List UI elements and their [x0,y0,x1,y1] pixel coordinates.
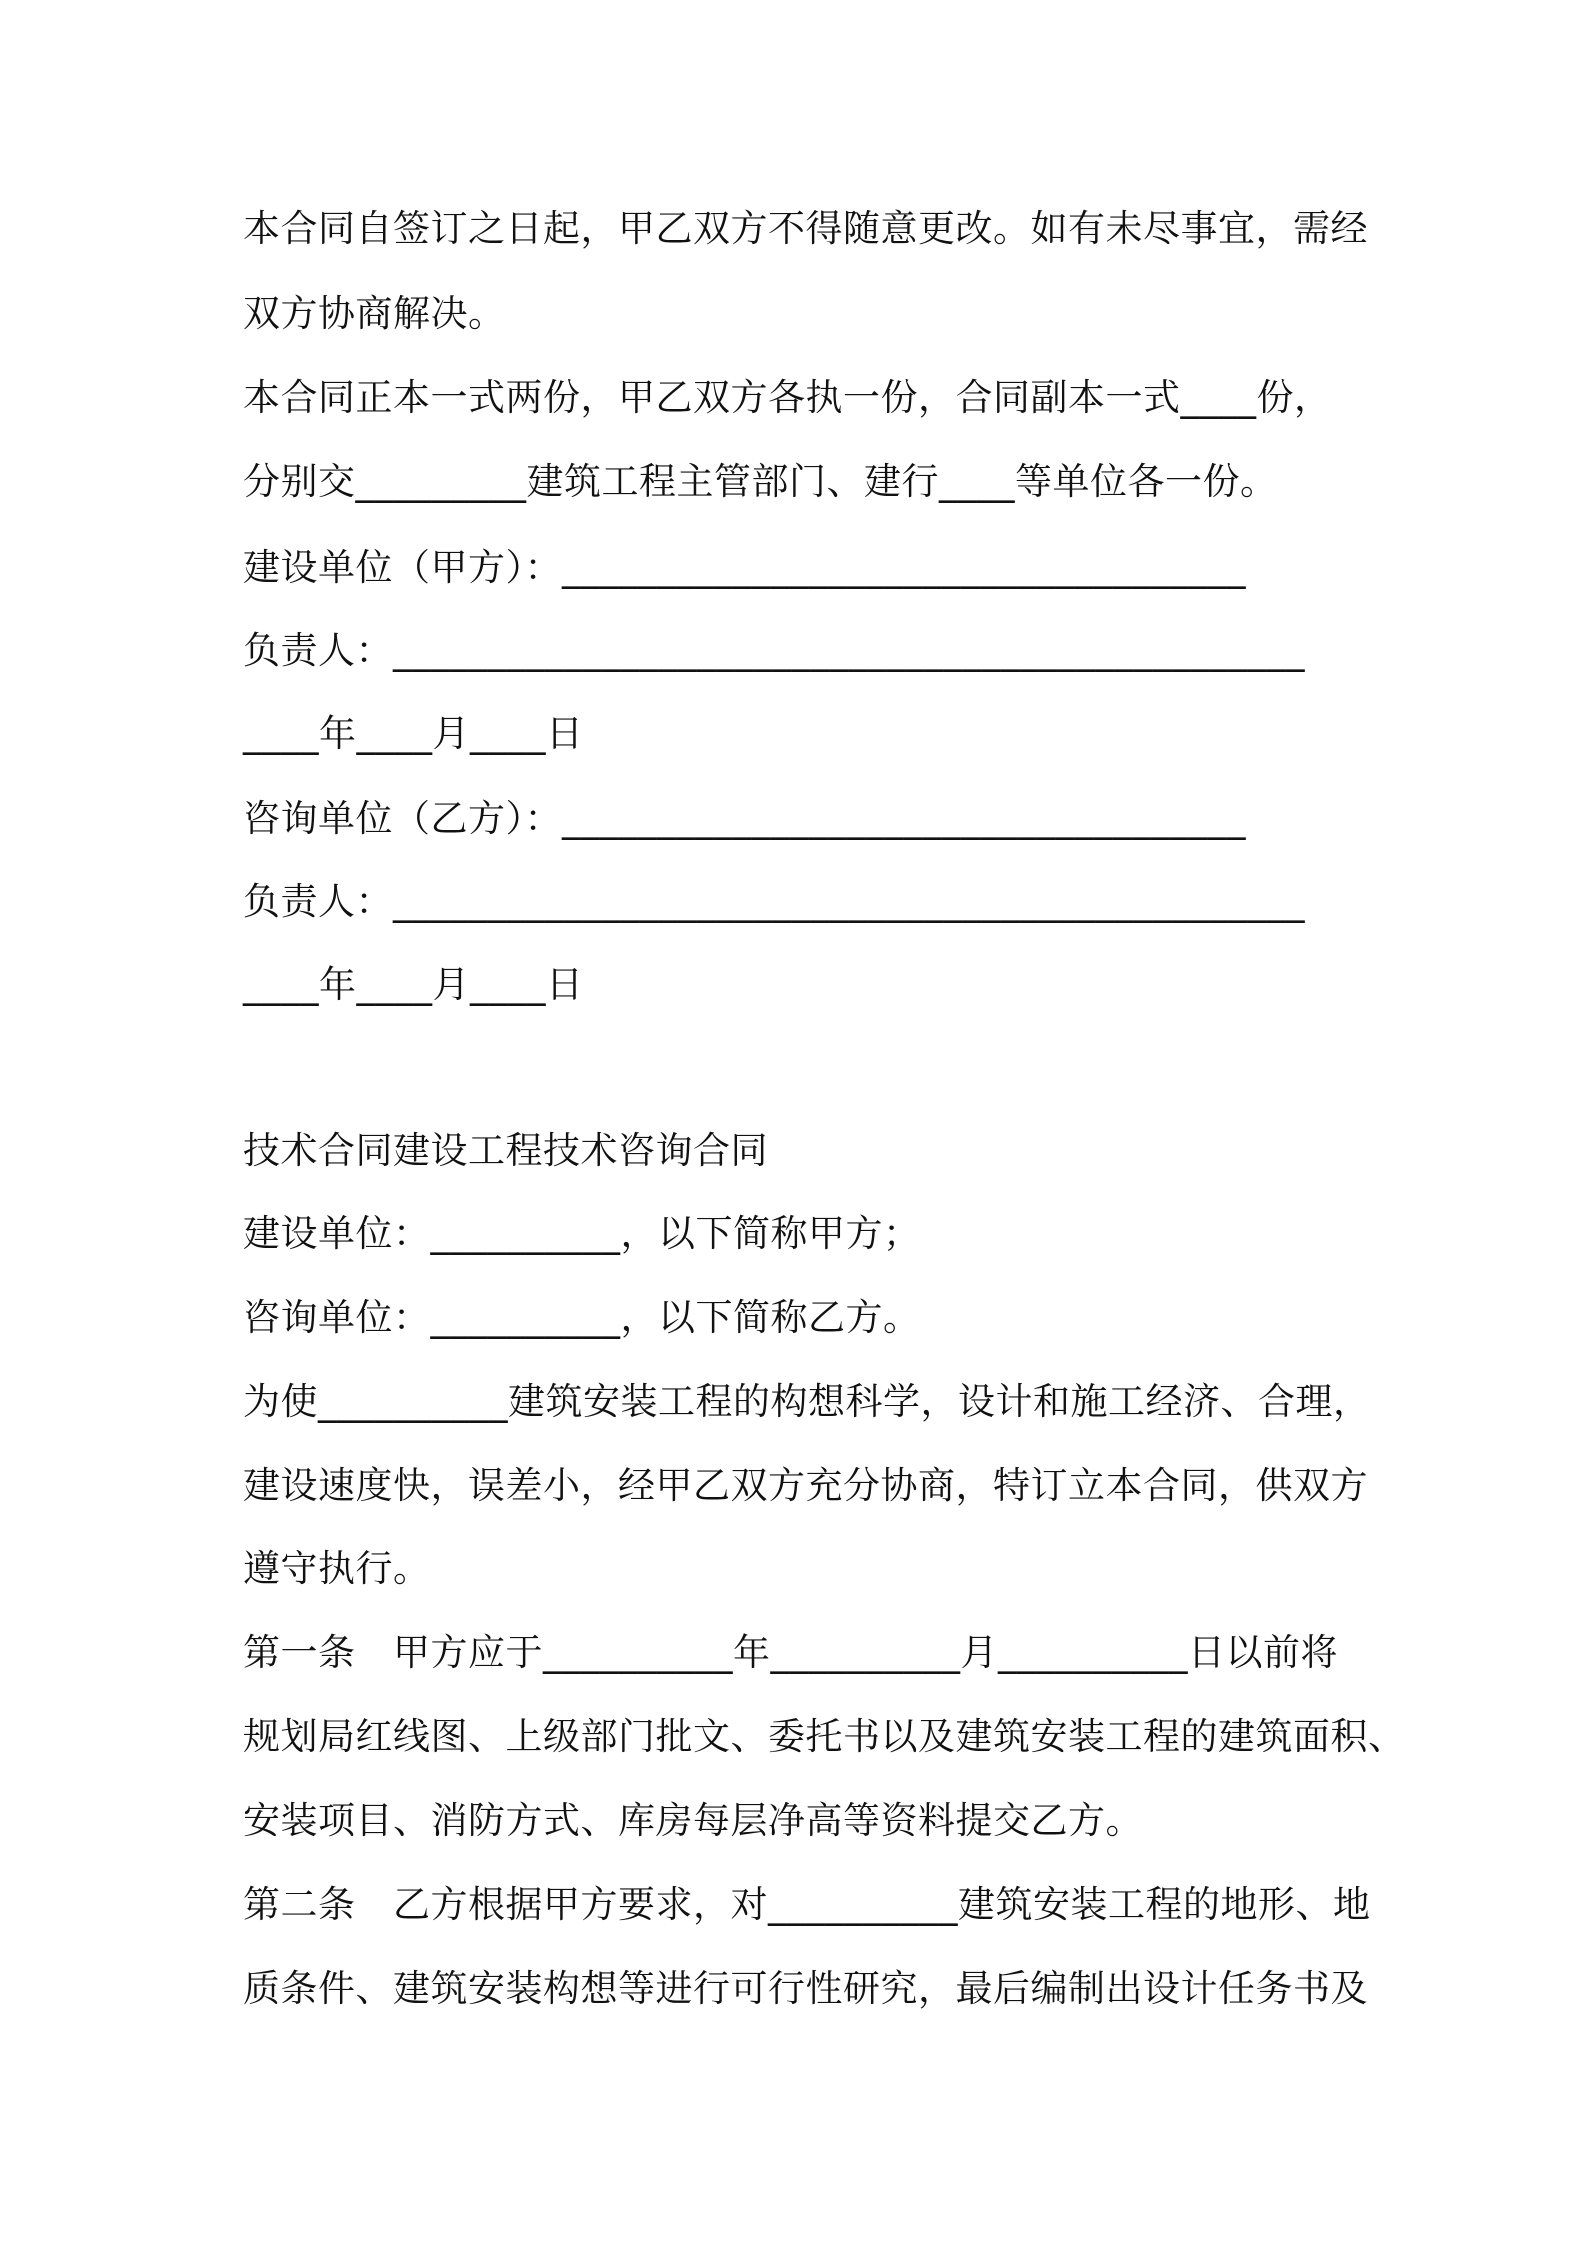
text-line: 质条件、建筑安装构想等进行可行性研究，最后编制出设计任务书及 [243,1967,1368,2010]
signature-line-party-b-person: 负责人：________________________________________________ [243,880,1305,923]
text-line: 建设单位：__________，以下简称甲方； [243,1212,921,1255]
signature-date-party-b: ____年____月____日 [243,963,584,1006]
text-line: 第一条 甲方应于__________年__________月__________日以前将 [243,1631,1338,1674]
text-line: 安装项目、消防方式、库房每层净高等资料提交乙方。 [243,1799,1143,1842]
text-line: 本合同自签订之日起，甲乙双方不得随意更改。如有未尽事宜，需经 [243,207,1368,250]
text-line: 第二条 乙方根据甲方要求，对__________建筑安装工程的地形、地 [243,1883,1371,1926]
text-line: 建设速度快，误差小，经甲乙双方充分协商，特订立本合同，供双方 [243,1464,1368,1507]
section-title: 技术合同建设工程技术咨询合同 [243,1129,768,1172]
signature-line-party-a-person: 负责人：________________________________________________ [243,629,1305,672]
signature-line-party-a-unit: 建设单位（甲方）：____________________________________ [243,546,1246,589]
text-line: 咨询单位：__________，以下简称乙方。 [243,1296,921,1339]
text-line: 双方协商解决。 [243,292,506,335]
text-line: 分别交_________建筑工程主管部门、建行____等单位各一份。 [243,460,1278,503]
text-line: 规划局红线图、上级部门批文、委托书以及建筑安装工程的建筑面积、 [243,1715,1406,1758]
text-line: 为使__________建筑安装工程的构想科学，设计和施工经济、合理， [243,1380,1371,1423]
signature-date-party-a: ____年____月____日 [243,712,584,755]
text-line: 遵守执行。 [243,1547,431,1590]
signature-line-party-b-unit: 咨询单位（乙方）：____________________________________ [243,797,1246,840]
text-line: 本合同正本一式两份，甲乙双方各执一份，合同副本一式____份， [243,376,1332,419]
